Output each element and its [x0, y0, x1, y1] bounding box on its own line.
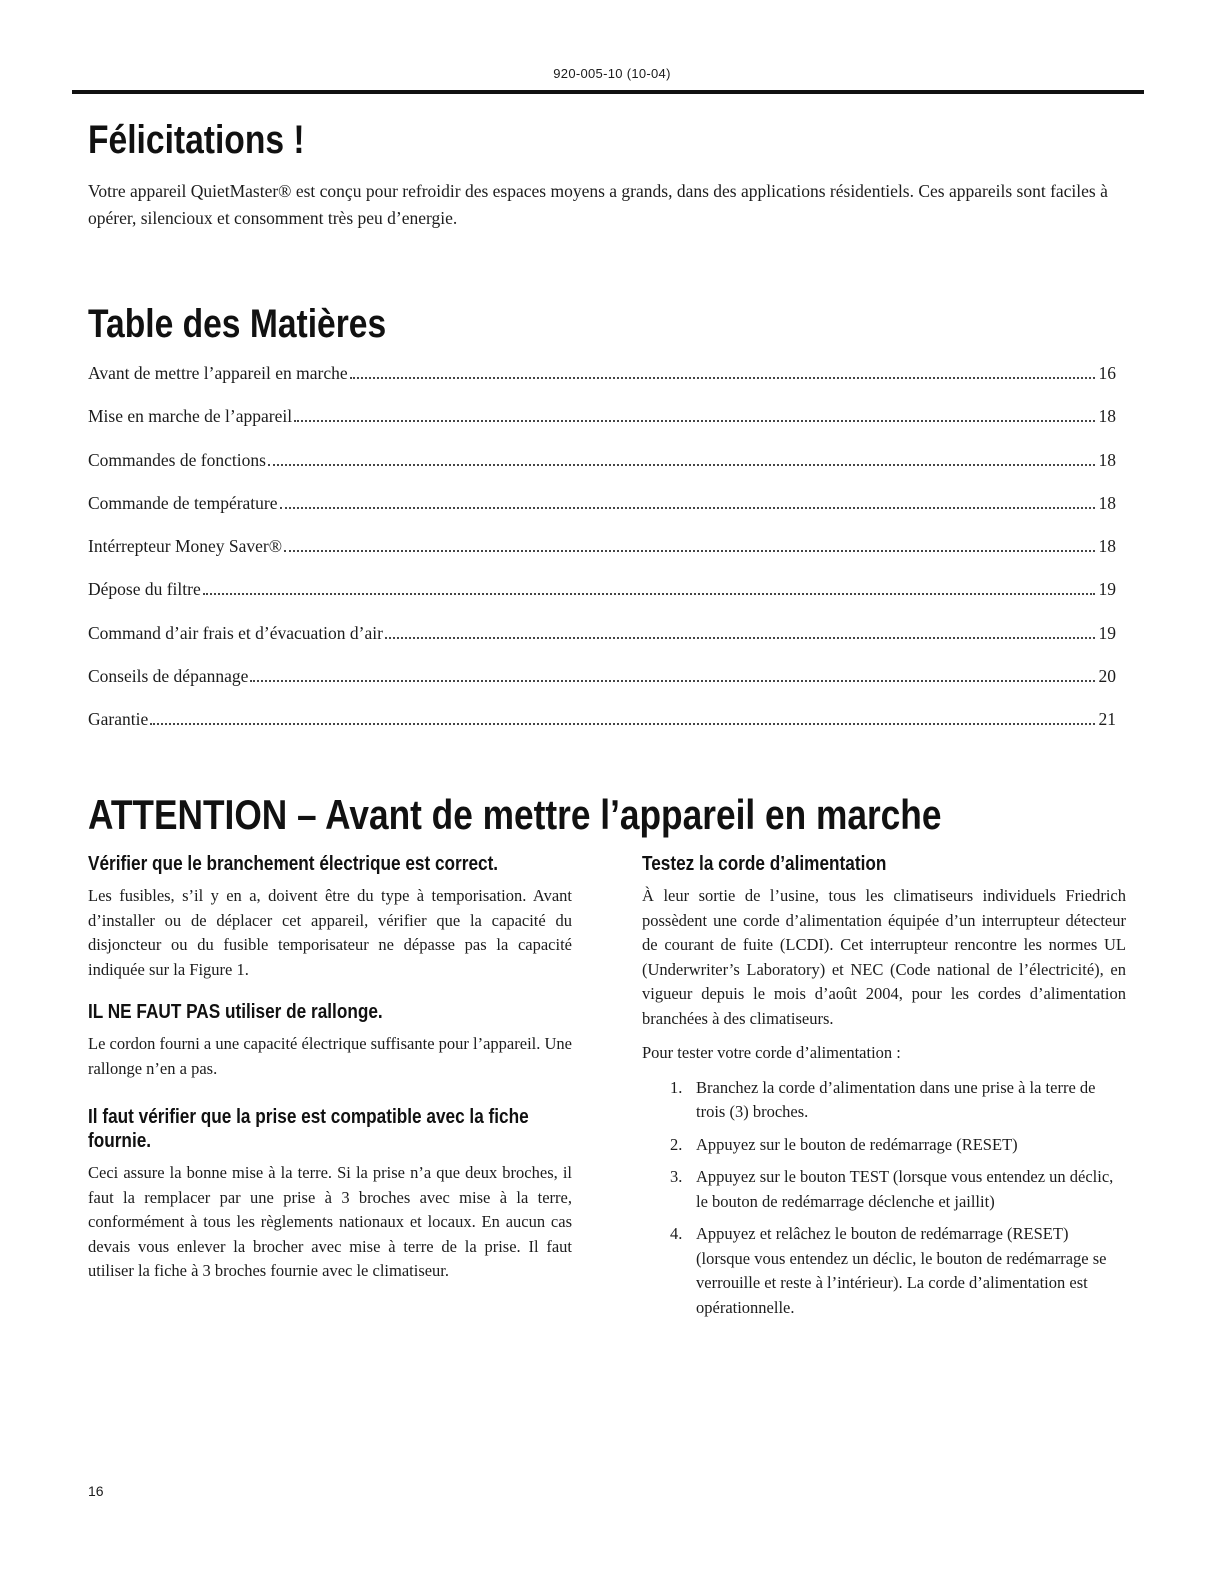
toc-leader-dots	[268, 464, 1095, 466]
toc-leader-dots	[284, 550, 1094, 552]
no-extension-cord-text: Le cordon fourni a une capacité électrique suffisante pour l’appareil. Une rallonge n’en a pas.	[88, 1034, 572, 1078]
power-cord-test-heading: Testez la corde d’alimentation	[642, 853, 887, 875]
test-step	[670, 1222, 1126, 1320]
toc-entry-page: 18	[1098, 492, 1116, 513]
toc-leader-dots	[250, 680, 1094, 682]
toc-entry[interactable]	[88, 579, 1116, 622]
toc-entry-label: Command d’air frais et d’évacuation d’air	[88, 622, 383, 643]
toc-entry-page: 20	[1098, 666, 1116, 687]
step-number: 4.	[670, 1224, 683, 1243]
toc-entry[interactable]	[88, 709, 1116, 752]
step-number: 1.	[670, 1077, 683, 1097]
test-step	[670, 1133, 1126, 1158]
step-text: Branchez la corde d’alimentation dans une prise à la terre de trois (3) broches.	[696, 1077, 1096, 1121]
no-extension-cord-heading: IL NE FAUT PAS utiliser de rallonge.	[88, 1001, 383, 1023]
step-text: Appuyez sur le bouton de redémarrage (RESET)	[696, 1134, 1018, 1154]
toc-entry-label: Conseils de dépannage	[88, 666, 249, 687]
toc-leader-dots	[203, 593, 1095, 595]
toc-entry-label: Garantie	[88, 709, 149, 730]
test-steps-list	[642, 1076, 1126, 1321]
toc-heading: Table des Matières	[88, 302, 387, 346]
toc-entry[interactable]	[88, 406, 1116, 449]
toc-entry-label: Dépose du filtre	[88, 579, 201, 600]
toc-entry-label: Commande de température	[88, 492, 278, 513]
document-code: 920-005-10 (10-04)	[553, 66, 671, 81]
table-of-contents	[88, 363, 1116, 753]
toc-leader-dots	[294, 420, 1094, 422]
test-step	[670, 1165, 1126, 1214]
toc-entry[interactable]	[88, 363, 1116, 406]
test-step	[670, 1076, 1126, 1125]
page-number: 16	[88, 1483, 104, 1499]
toc-entry-label: Avant de mettre l’appareil en marche	[88, 363, 348, 383]
toc-entry-page: 21	[1098, 709, 1116, 730]
outlet-compatibility-text: Ceci assure la bonne mise à la terre. Si la prise n’a que deux broches, il faut la remplacer par une prise à 3 broches avec mise à la terre, conformément à tous les règlements nationaux et locaux. En aucun cas devais vous enlever la brocher avec mise à terre de la prise. Il faut utiliser la fiche à 3 broches fournie avec le climatiseur.	[88, 1163, 572, 1280]
outlet-compatibility-heading: Il faut vérifier que la prise est compatible avec la fiche fournie.	[88, 1106, 529, 1152]
step-number: 3.	[670, 1167, 683, 1186]
toc-leader-dots	[280, 507, 1095, 509]
toc-entry-page: 16	[1098, 363, 1116, 383]
electrical-connection-text: Les fusibles, s’il y en a, doivent être du type à temporisation. Avant d’installer ou de déplacer cet appareil, vérifier que la capacité du disjoncteur ou du fusible temporisateur ne dépasse pas la capacité indiquée sur la Figure 1.	[88, 886, 572, 979]
electrical-connection-heading: Vérifier que le branchement électrique est correct.	[88, 853, 499, 875]
felicitations-text: Votre appareil QuietMaster® est conçu pour refroidir des espaces moyens a grands, dans des applications résidentiels. Ces appareils sont faciles à opérer, silencioux et consomment très peu d’energie.	[88, 181, 1108, 228]
toc-entry[interactable]	[88, 623, 1116, 666]
toc-entry-page: 18	[1098, 406, 1116, 427]
toc-entry-label: Intérrepteur Money Saver®	[88, 536, 283, 557]
toc-entry[interactable]	[88, 493, 1116, 536]
toc-entry-label: Commandes de fonctions	[88, 449, 266, 470]
toc-entry[interactable]	[88, 666, 1116, 709]
step-text: Appuyez sur le bouton TEST (lorsque vous entendez un déclic, le bouton de redémarrage déclenche et jaillit)	[696, 1167, 1114, 1211]
steps-intro: Pour tester votre corde d’alimentation :	[642, 1043, 901, 1062]
toc-entry-label: Mise en marche de l’appareil	[88, 406, 293, 427]
step-number: 2.	[670, 1134, 683, 1154]
toc-entry-page: 18	[1098, 449, 1116, 470]
toc-entry-page: 18	[1098, 536, 1116, 557]
toc-entry-page: 19	[1098, 579, 1116, 600]
power-cord-test-text: À leur sortie de l’usine, tous les climatiseurs individuels Friedrich possèdent une corde d’alimentation équipée d’un interrupteur détecteur de courant de fuite (LCDI). Cet interrupteur rencontre les normes UL (Underwriter’s Laboratory) et NEC (Code national de l’électricité), en vigueur depuis le mois d’août 2004, pour les cordes d’alimentation branchées à des climatiseurs.	[642, 886, 1126, 1028]
toc-entry[interactable]	[88, 536, 1116, 579]
step-text: Appuyez et relâchez le bouton de redémarrage (RESET) (lorsque vous entendez un déclic, le bouton de redémarrage se verrouille et reste à l’intérieur). La corde d’alimentation est opérationnelle.	[696, 1224, 1107, 1317]
attention-right-column	[642, 852, 1126, 1328]
toc-leader-dots	[385, 637, 1095, 639]
toc-leader-dots	[350, 377, 1095, 379]
attention-left-column	[88, 852, 572, 1284]
toc-entry-page: 19	[1098, 622, 1116, 643]
attention-heading: ATTENTION – Avant de mettre l’appareil en marche	[88, 791, 942, 838]
felicitations-heading: Félicitations !	[88, 118, 305, 162]
header-rule	[72, 90, 1144, 94]
toc-leader-dots	[150, 723, 1094, 725]
toc-entry[interactable]	[88, 450, 1116, 493]
